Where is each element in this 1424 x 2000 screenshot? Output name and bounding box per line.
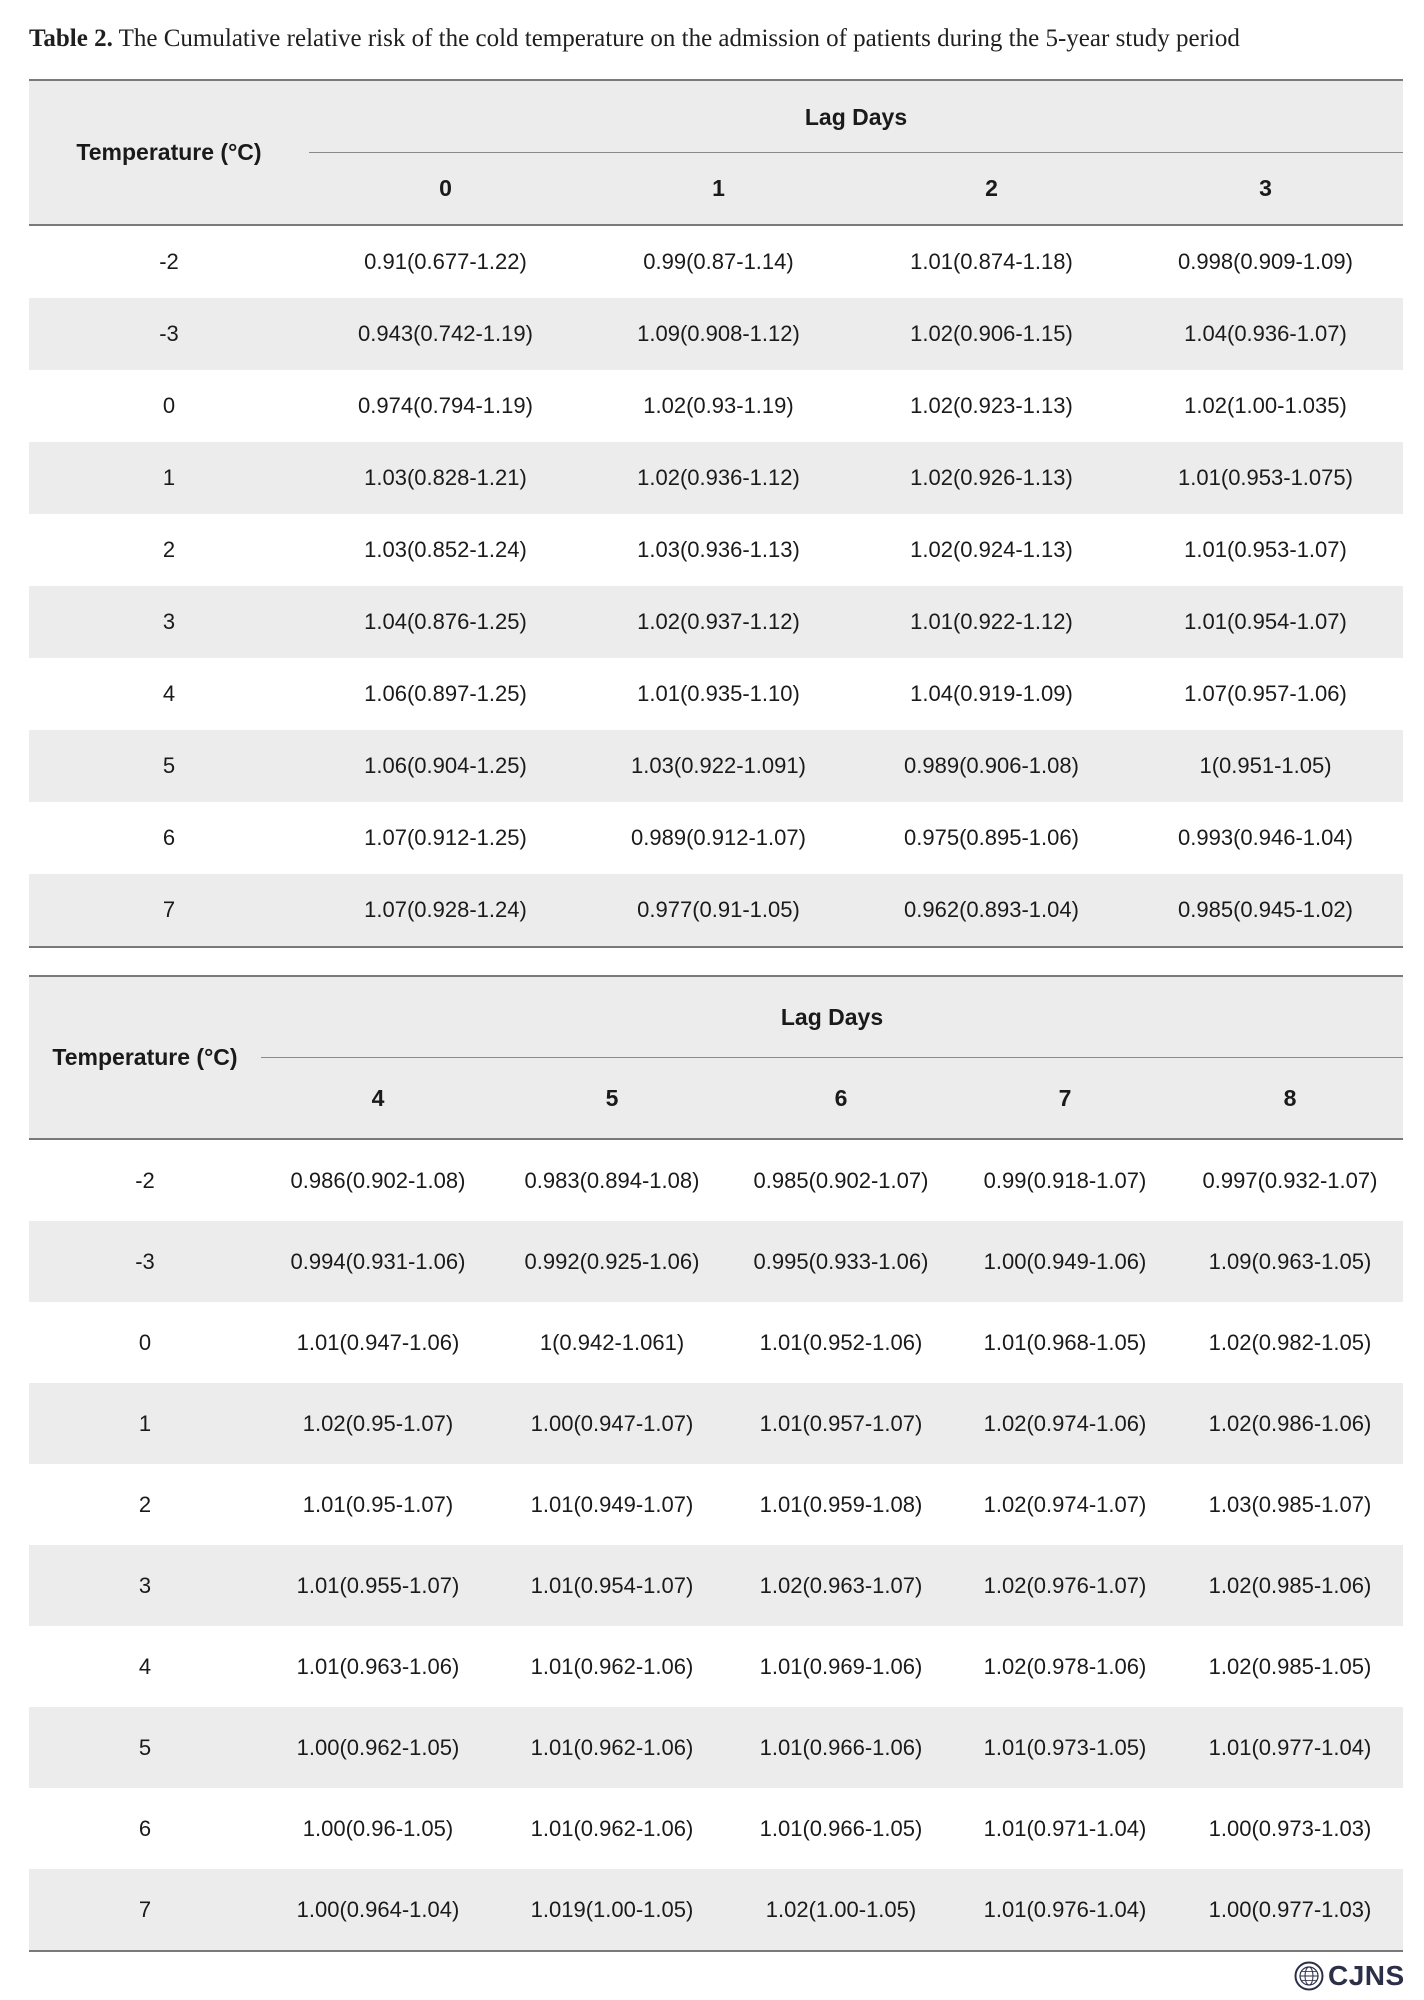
risk-value-cell: 1.01(0.957-1.07) [729,1383,953,1464]
temperature-cell: 1 [29,442,309,514]
risk-value-cell: 1.01(0.968-1.05) [983,1329,1147,1355]
risk-value-cell: 0.943(0.742-1.19) [309,298,582,370]
temperature-cell: 2 [162,537,176,562]
table-row [29,1788,1403,1869]
table-row [29,1545,1403,1626]
risk-value-cell: 1.01(0.953-1.07) [1184,537,1347,562]
temperature-cell: 7 [29,1869,261,1951]
risk-value-cell: 1.01(0.973-1.05) [953,1707,1177,1788]
risk-value-cell: 1.06(0.897-1.25) [364,681,527,706]
risk-value-cell: 0.975(0.895-1.06) [904,825,1079,850]
risk-value-cell: 1.02(0.93-1.19) [643,393,794,418]
risk-value-cell: 1.01(0.966-1.06) [729,1707,953,1788]
table-row [29,1869,1403,1951]
lag-column-header: 4 [261,1058,495,1139]
risk-value-cell: 1.03(0.922-1.091) [582,730,855,802]
risk-value-cell: 1.01(0.962-1.06) [530,1815,694,1841]
lag-column-header: 3 [1128,153,1403,225]
table-row [29,802,1403,874]
temperature-cell: 1 [29,1383,261,1464]
table-caption [29,18,1409,60]
risk-value-cell: 0.91(0.677-1.22) [364,249,527,274]
risk-value-cell: 1.02(0.974-1.07) [983,1491,1147,1517]
risk-value-cell: 0.994(0.931-1.06) [261,1221,495,1302]
risk-value-cell: 0.985(0.945-1.02) [1128,874,1403,947]
risk-value-cell: 1(0.951-1.05) [1128,730,1403,802]
table-row [29,514,1403,586]
table-row [29,874,1403,947]
risk-value-cell: 1.02(0.985-1.05) [1208,1653,1372,1679]
risk-value-cell: 1.03(0.936-1.13) [637,537,800,562]
lag-column-header: 2 [855,153,1128,225]
risk-value-cell: 0.962(0.893-1.04) [855,874,1128,947]
risk-value-cell: 1(0.942-1.061) [539,1329,685,1355]
temperature-cell: 2 [138,1491,152,1517]
risk-value-cell: 1.03(0.985-1.07) [1208,1491,1372,1517]
risk-value-cell: 0.998(0.909-1.09) [1178,249,1353,274]
temperature-cell: 3 [29,1545,261,1626]
temperature-cell: -3 [29,1221,261,1302]
risk-value-cell: 1.02(0.924-1.13) [910,537,1073,562]
table-row [29,1139,1403,1221]
risk-value-cell: 1.01(0.963-1.06) [296,1653,460,1679]
table-row [29,225,1403,298]
risk-value-cell: 1.01(0.922-1.12) [855,586,1128,658]
risk-value-cell: 1.07(0.928-1.24) [309,874,582,947]
risk-value-cell: 0.992(0.925-1.06) [495,1221,729,1302]
risk-value-cell: 1.01(0.953-1.075) [1128,442,1403,514]
risk-value-cell: 1.02(0.923-1.13) [910,393,1073,418]
lag-column-header: 8 [1177,1058,1403,1139]
table-row [29,1383,1403,1464]
risk-value-cell: 0.995(0.933-1.06) [729,1221,953,1302]
temperature-cell: -2 [135,1167,155,1193]
lag-days-header: Lag Days [261,976,1403,1058]
risk-value-cell: 1.02(0.986-1.06) [1177,1383,1403,1464]
risk-value-cell: 1.01(0.962-1.06) [495,1707,729,1788]
risk-value-cell: 1.02(0.95-1.07) [261,1383,495,1464]
lag-column-header: 0 [309,153,582,225]
risk-value-cell: 1.01(0.966-1.05) [759,1815,923,1841]
risk-value-cell: 1.02(0.978-1.06) [983,1653,1147,1679]
risk-value-cell: 1.09(0.963-1.05) [1177,1221,1403,1302]
temperature-cell: 0 [138,1329,152,1355]
temperature-header: Temperature (°C) [29,976,261,1139]
table-row [29,730,1403,802]
risk-value-cell: 1.00(0.96-1.05) [302,1815,454,1841]
table-row [29,1302,1403,1383]
risk-value-cell: 1.02(0.982-1.05) [1208,1329,1372,1355]
risk-value-cell: 1.07(0.957-1.06) [1184,681,1347,706]
risk-value-cell: 1.02(1.00-1.035) [1184,393,1347,418]
risk-value-cell: 1.00(0.977-1.03) [1177,1869,1403,1951]
risk-value-cell: 1.02(0.936-1.12) [582,442,855,514]
relative-risk-table-lags-4-8 [29,975,1403,1952]
risk-value-cell: 1.02(0.963-1.07) [729,1545,953,1626]
temperature-cell: 3 [29,586,309,658]
risk-value-cell: 1.02(0.985-1.06) [1177,1545,1403,1626]
risk-value-cell: 1.03(0.828-1.21) [309,442,582,514]
risk-value-cell: 1.01(0.952-1.06) [759,1329,923,1355]
risk-value-cell: 1.02(1.00-1.05) [729,1869,953,1951]
caption-text: The Cumulative relative risk of the cold temperature on the admission of patients during the 5-year study period [118,25,1240,52]
risk-value-cell: 0.989(0.912-1.07) [631,825,806,850]
table-row [29,442,1403,514]
risk-value-cell: 0.974(0.794-1.19) [358,393,533,418]
temperature-cell: 7 [29,874,309,947]
table-row [29,1221,1403,1302]
lag-column-header: 5 [495,1058,729,1139]
relative-risk-table-lags-0-3 [29,79,1403,948]
risk-value-cell: 1.01(0.954-1.07) [1128,586,1403,658]
risk-value-cell: 1.01(0.969-1.06) [759,1653,923,1679]
risk-value-cell: 1.04(0.936-1.07) [1128,298,1403,370]
risk-value-cell: 1.01(0.959-1.08) [759,1491,923,1517]
risk-value-cell: 1.00(0.973-1.03) [1208,1815,1372,1841]
lag-days-header: Lag Days [309,80,1403,153]
risk-value-cell: 1.019(1.00-1.05) [495,1869,729,1951]
table-row [29,1707,1403,1788]
risk-value-cell: 1.01(0.971-1.04) [983,1815,1147,1841]
risk-value-cell: 0.997(0.932-1.07) [1202,1167,1378,1193]
risk-value-cell: 1.01(0.976-1.04) [953,1869,1177,1951]
risk-value-cell: 1.02(0.976-1.07) [953,1545,1177,1626]
temperature-cell: -3 [29,298,309,370]
risk-value-cell: 1.00(0.947-1.07) [495,1383,729,1464]
risk-value-cell: 1.02(0.937-1.12) [582,586,855,658]
risk-value-cell: 1.01(0.874-1.18) [910,249,1073,274]
risk-value-cell: 0.993(0.946-1.04) [1178,825,1353,850]
temperature-header: Temperature (°C) [29,80,309,225]
lag-column-header: 7 [953,1058,1177,1139]
caption-label: Table 2. [29,25,113,52]
temperature-cell: 4 [138,1653,152,1679]
temperature-cell: 6 [138,1815,152,1841]
risk-value-cell: 1.02(0.906-1.15) [855,298,1128,370]
logo-text: CJNS [1328,1960,1405,1991]
risk-value-cell: 1.01(0.947-1.06) [296,1329,460,1355]
risk-value-cell: 0.983(0.894-1.08) [524,1167,700,1193]
risk-value-cell: 0.977(0.91-1.05) [582,874,855,947]
cjns-logo [1294,1958,1405,1994]
table-row [29,586,1403,658]
risk-value-cell: 0.99(0.87-1.14) [643,249,794,274]
risk-value-cell: 1.06(0.904-1.25) [309,730,582,802]
risk-value-cell: 0.986(0.902-1.08) [290,1167,466,1193]
table-row [29,1626,1403,1707]
risk-value-cell: 1.02(0.974-1.06) [953,1383,1177,1464]
risk-value-cell: 1.01(0.949-1.07) [530,1491,694,1517]
table-row [29,658,1403,730]
table-row [29,298,1403,370]
temperature-cell: 5 [29,730,309,802]
temperature-cell: 0 [162,393,176,418]
risk-value-cell: 1.01(0.954-1.07) [495,1545,729,1626]
risk-value-cell: 1.07(0.912-1.25) [364,825,527,850]
temperature-cell: 6 [162,825,176,850]
risk-value-cell: 1.04(0.919-1.09) [910,681,1073,706]
risk-value-cell: 1.02(0.926-1.13) [855,442,1128,514]
risk-value-cell: 1.00(0.964-1.04) [261,1869,495,1951]
risk-value-cell: 0.989(0.906-1.08) [855,730,1128,802]
risk-value-cell: 1.01(0.935-1.10) [637,681,800,706]
risk-value-cell: 1.00(0.962-1.05) [261,1707,495,1788]
lag-column-header: 6 [729,1058,953,1139]
temperature-cell: 4 [162,681,176,706]
globe-seal-icon [1294,1961,1324,1991]
risk-value-cell: 1.03(0.852-1.24) [364,537,527,562]
lag-column-header: 1 [582,153,855,225]
temperature-cell: -2 [159,249,179,274]
temperature-cell: 5 [29,1707,261,1788]
risk-value-cell: 1.01(0.955-1.07) [261,1545,495,1626]
risk-value-cell: 1.04(0.876-1.25) [309,586,582,658]
risk-value-cell: 1.01(0.962-1.06) [530,1653,694,1679]
risk-value-cell: 0.985(0.902-1.07) [753,1167,929,1193]
risk-value-cell: 0.99(0.918-1.07) [983,1167,1147,1193]
table-row [29,370,1403,442]
risk-value-cell: 1.09(0.908-1.12) [582,298,855,370]
risk-value-cell: 1.01(0.977-1.04) [1177,1707,1403,1788]
risk-value-cell: 1.01(0.95-1.07) [302,1491,454,1517]
table-row [29,1464,1403,1545]
risk-value-cell: 1.00(0.949-1.06) [953,1221,1177,1302]
